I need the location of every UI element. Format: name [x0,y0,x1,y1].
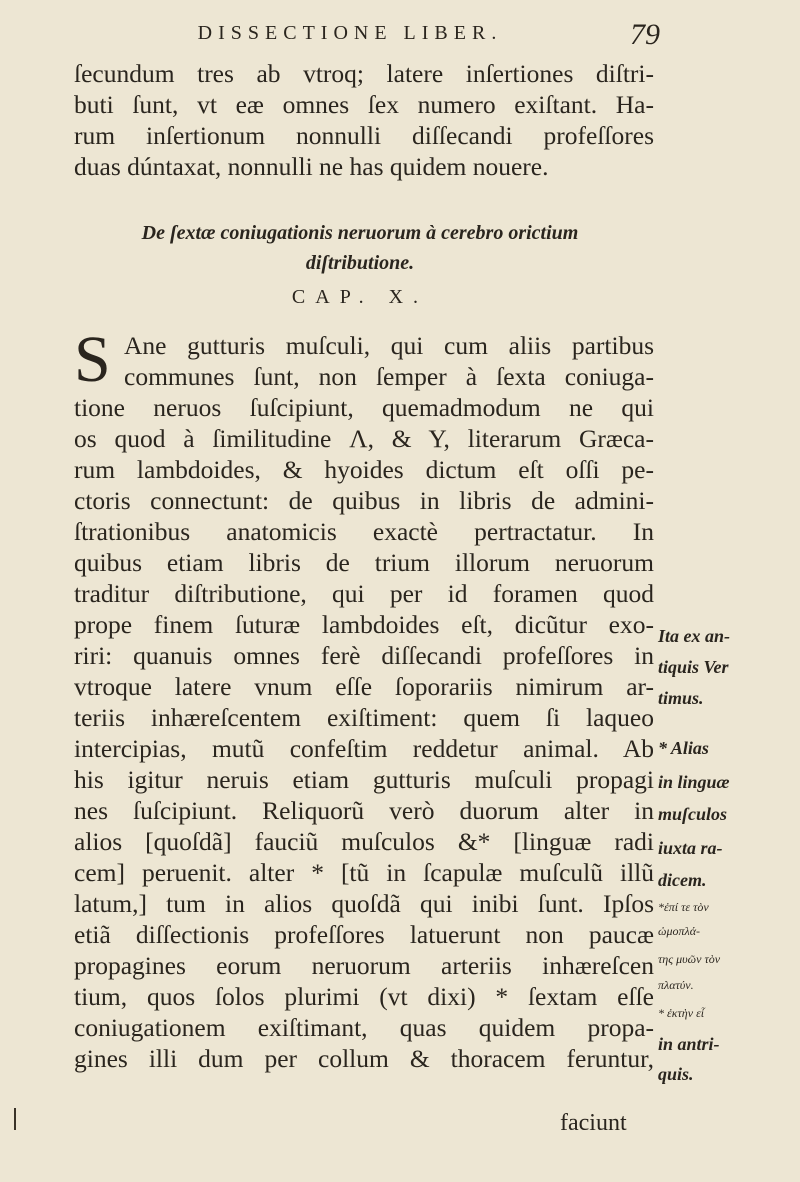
margin-note: muſculos [658,804,728,824]
catchword: faciunt [560,1110,627,1136]
margin-note: in linguæ [658,772,730,792]
text-line: nes ſuſcipiunt. Reliquorũ verò duorum alter in [74,796,654,825]
text-line: rum inſertionum nonnulli diſſecandi profeſſores [74,121,654,150]
text-line: riri: quanuis omnes ferè diſſecandi profeſſores in [74,641,654,670]
text-line: teriis inhæreſcentem exiſtiment: quem ſi laqueo [74,703,654,732]
text-line: coniugationem exiſtimant, quas quidem propa- [74,1013,654,1042]
margin-note: * ἐκτὴν εἶ [658,1006,705,1020]
text-line: ſtrationibus anatomicis exactè pertractatur. In [74,517,654,546]
margin-note: iuxta ra- [658,838,723,858]
text-line: vtroque latere vnum eſſe ſoporariis nimirum ar- [74,672,654,701]
chapter-heading [60,218,660,278]
margin-note: πλατύν. [658,978,694,992]
text-line: his igitur neruis etiam gutturis muſculi propagi [74,765,654,794]
page-number: 79 [630,18,660,51]
text-line: tium, quos ſolos plurimi (vt dixi) * ſextam eſſe [74,982,654,1011]
chapter-number: CAP. X. [291,286,429,308]
text-line: duas dúntaxat, nonnulli ne has quidem nouere. [74,152,549,181]
text-line: traditur diſtributione, qui per id foramen quod [74,579,654,608]
margin-note: της μυῶν τὸν [658,952,721,966]
edge-mark [14,1108,16,1130]
margin-note: timus. [658,688,704,708]
text-line: rum lambdoides, & hyoides dictum eſt oſſi pe- [74,455,654,484]
heading-line: diſtributione. [305,252,415,274]
margin-note: quis. [658,1064,694,1084]
running-title: DISSECTIONE LIBER. [197,22,503,44]
margin-note: * Alias [658,738,709,758]
margin-note: tiquis Ver [658,657,729,677]
text-line: ſecundum tres ab vtroq; latere inſertiones diſtri- [74,59,654,88]
main-paragraph [74,323,654,1074]
text-line: prope finem ſuturæ lambdoides eſt, dicũtur exo- [74,610,654,639]
text-line: Ane gutturis muſculi, qui cum aliis partibus [124,331,654,360]
margin-note: *ἐπί τε τὸν [658,900,709,914]
text-line: tione neruos ſuſcipiunt, quemadmodum ne qui [74,393,654,422]
text-line: gines illi dum per collum & thoracem feruntur, [74,1044,654,1073]
text-line: intercipias, mutũ confeſtim reddetur animal. Ab [74,734,654,763]
text-line: os quod à ſimilitudine Λ, & Υ, literarum Græca- [74,424,654,453]
text-line: ctoris connectunt: de quibus in libris de admini- [74,486,654,515]
text-line: buti ſunt, vt eæ omnes ſex numero exiſtant. Ha- [74,90,654,119]
text-line: quibus etiam libris de trium illorum neruorum [74,548,654,577]
margin-note: in antri- [658,1034,720,1054]
top-paragraph [74,58,654,182]
margin-note: Ita ex an- [658,626,730,646]
text-line: latum,] tum in alios quoſdã qui inibi ſunt. Ipſos [74,889,654,918]
text-line: alios [quoſdã] fauciũ muſculos &* [linguæ radi [74,827,654,856]
margin-note: ὠμοπλά- [658,924,700,938]
heading-line: De ſextæ coniugationis neruorum à cerebro orictium [141,222,579,244]
text-line: communes ſunt, non ſemper à ſexta coniuga- [124,362,654,391]
drop-cap: S [74,323,111,396]
margin-note: dicem. [658,870,707,890]
text-line: cem] peruenit. alter * [tũ in ſcapulæ muſculũ illũ [74,858,654,887]
text-line: etiã diſſectionis profeſſores latuerunt non paucæ [74,920,654,949]
text-line: propagines eorum neruorum arteriis inhæreſcen [74,951,654,980]
